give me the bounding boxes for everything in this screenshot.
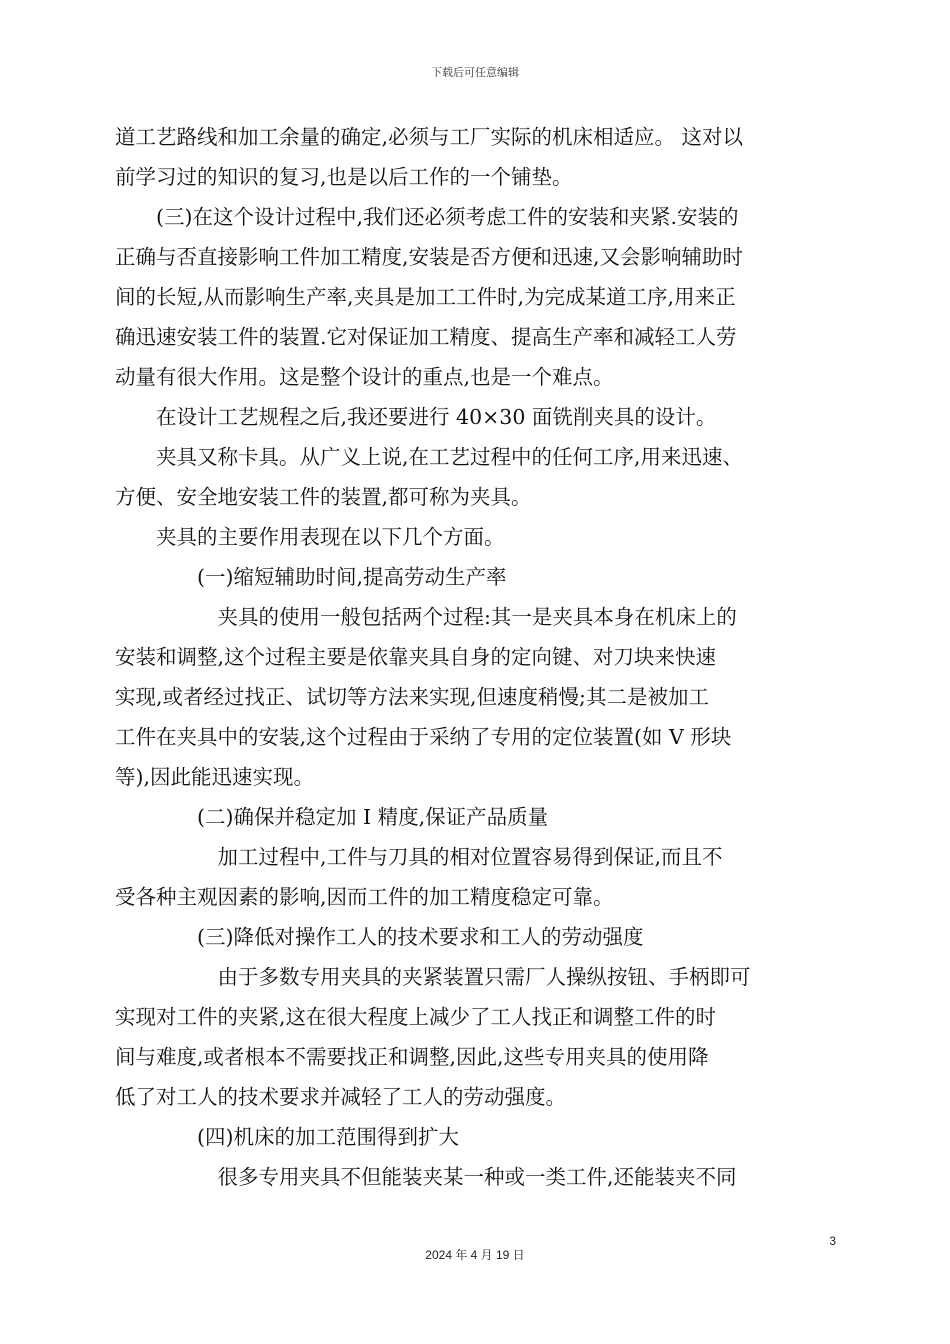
text-line: 安装和调整,这个过程主要是依靠夹具自身的定向键、对刀块来快速 bbox=[115, 645, 717, 669]
text-line: 在设计工艺规程之后,我还要进行 40×30 面铣削夹具的设计。 bbox=[115, 405, 717, 429]
text-line: (三)在这个设计过程中,我们还必须考虑工件的安装和夹紧.安装的 bbox=[115, 205, 739, 229]
text-line: (三)降低对操作工人的技术要求和工人的劳动强度 bbox=[115, 925, 644, 949]
text-line: 低了对工人的技术要求并减轻了工人的劳动强度。 bbox=[115, 1085, 566, 1109]
text-line: 工件在夹具中的安装,这个过程由于采纳了专用的定位装置(如 V 形块 bbox=[115, 725, 732, 749]
text-line: (二)确保并稳定加 I 精度,保证产品质量 bbox=[115, 805, 549, 829]
text-line: 正确与否直接影响工件加工精度,安装是否方便和迅速,又会影响辅助时 bbox=[115, 245, 744, 269]
text-line: 由于多数专用夹具的夹紧装置只需厂人操纵按钮、手柄即可 bbox=[115, 965, 751, 989]
page-header: 下载后可任意编辑 bbox=[431, 66, 519, 79]
text-line: 间的长短,从而影响生产率,夹具是加工工件时,为完成某道工序,用来正 bbox=[115, 285, 736, 309]
footer-date: 2024 年 4 月 19 日 bbox=[425, 1248, 525, 1262]
text-line: 道工艺路线和加工余量的确定,必须与工厂实际的机床相适应。 这对以 bbox=[115, 125, 744, 149]
page-number: 3 bbox=[829, 1234, 836, 1248]
text-line: 夹具的主要作用表现在以下几个方面。 bbox=[115, 525, 505, 549]
text-line: (四)机床的加工范围得到扩大 bbox=[115, 1125, 459, 1149]
text-line: 动量有很大作用。这是整个设计的重点,也是一个难点。 bbox=[115, 365, 614, 389]
text-line: 前学习过的知识的复习,也是以后工作的一个铺垫。 bbox=[115, 165, 573, 189]
text-line: 夹具又称卡具。从广义上说,在工艺过程中的任何工序,用来迅速、 bbox=[115, 445, 744, 469]
text-line: (一)缩短辅助时间,提高劳动生产率 bbox=[115, 565, 507, 589]
text-line: 方便、安全地安装工件的装置,都可称为夹具。 bbox=[115, 485, 532, 509]
document-body bbox=[115, 120, 845, 1200]
text-line: 实现,或者经过找正、试切等方法来实现,但速度稍慢;其二是被加工 bbox=[115, 685, 709, 709]
text-line: 夹具的使用一般包括两个过程:其一是夹具本身在机床上的 bbox=[115, 605, 737, 629]
text-line: 加工过程中,工件与刀具的相对位置容易得到保证,而且不 bbox=[115, 845, 723, 869]
text-line: 等),因此能迅速实现。 bbox=[115, 765, 315, 789]
text-line: 确迅速安装工件的装置.它对保证加工精度、提高生产率和减轻工人劳 bbox=[115, 325, 737, 349]
text-line: 受各种主观因素的影响,因而工件的加工精度稳定可靠。 bbox=[115, 885, 614, 909]
text-line: 实现对工件的夹紧,这在很大程度上减少了工人找正和调整工件的时 bbox=[115, 1005, 717, 1029]
text-line: 间与难度,或者根本不需要找正和调整,因此,这些专用夹具的使用降 bbox=[115, 1045, 709, 1069]
text-line: 很多专用夹具不但能装夹某一种或一类工件,还能装夹不同 bbox=[115, 1165, 737, 1189]
